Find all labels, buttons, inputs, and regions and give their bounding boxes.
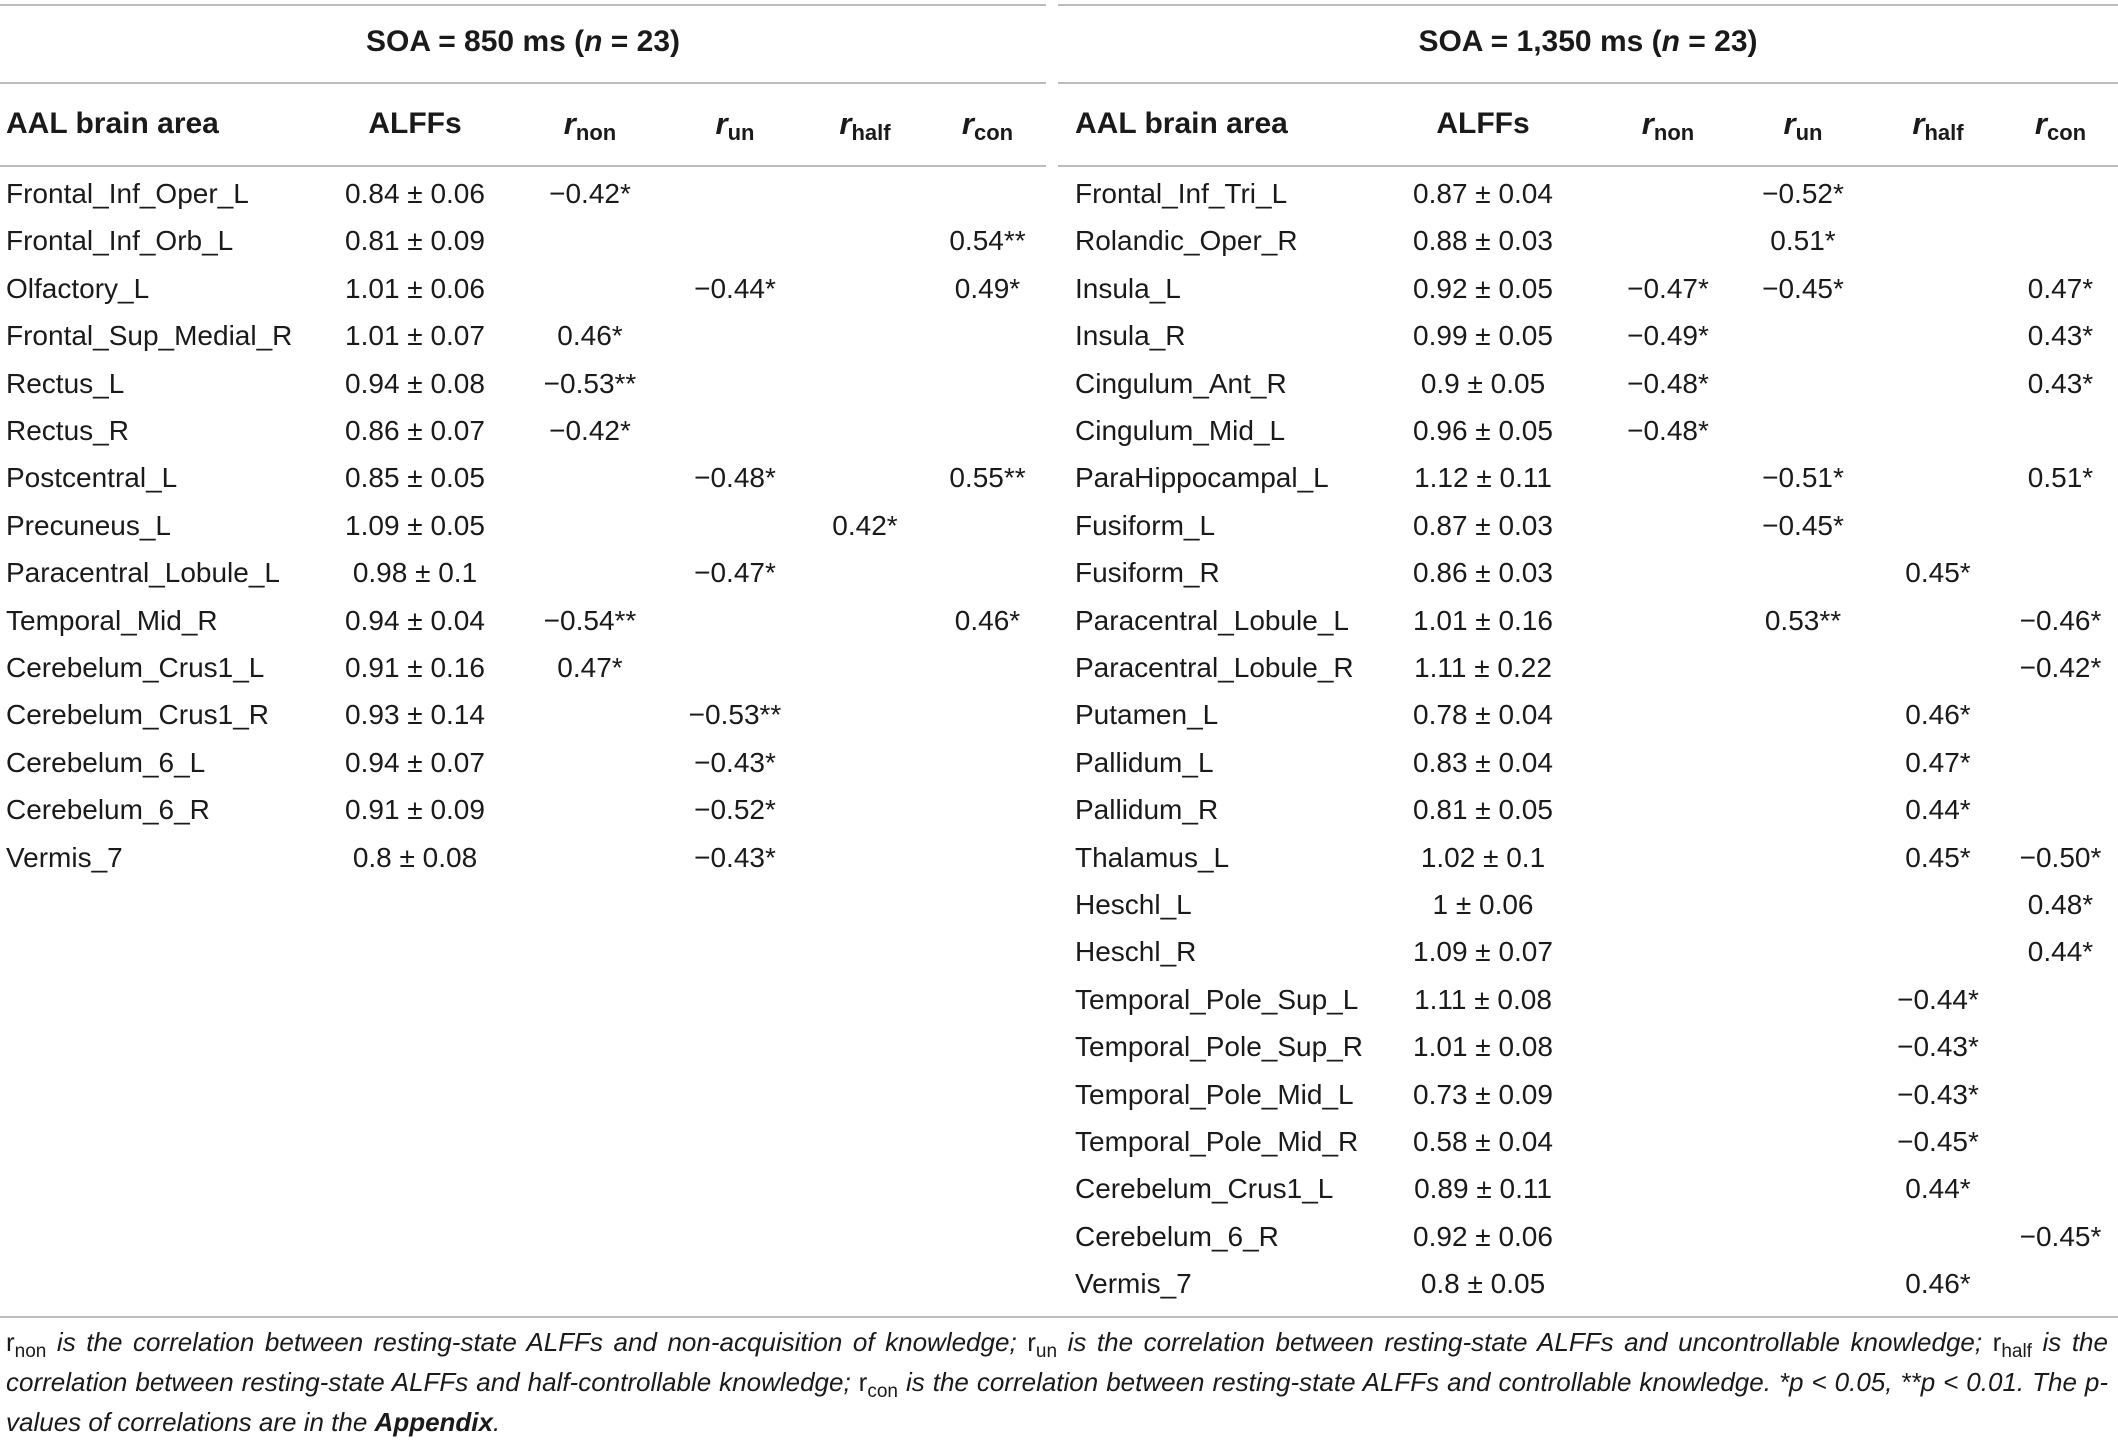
cell-area: Cerebelum_Crus1_L: [6, 652, 265, 683]
cell-r-con: −0.50*: [2019, 841, 2102, 873]
cell-r-con: 0.54**: [949, 225, 1026, 257]
cell-alffs: 1 ± 0.06: [1432, 889, 1534, 920]
cell-alffs: 0.81 ± 0.05: [1413, 794, 1553, 826]
cell-alffs: 1.01 ± 0.07: [345, 320, 485, 352]
cell-area: Olfactory_L: [6, 272, 150, 304]
table-row: [1058, 265, 2118, 312]
cell-r-un: −0.52*: [1762, 178, 1844, 209]
cell-area: Insula_L: [1075, 272, 1181, 304]
cell-area: Pallidum_R: [1075, 794, 1219, 826]
cell-alffs: 1.01 ± 0.08: [1413, 1031, 1553, 1063]
cell-alffs: 1.11 ± 0.22: [1414, 652, 1552, 683]
table-row: [0, 739, 1046, 786]
cell-alffs: 0.89 ± 0.11: [1414, 1173, 1552, 1205]
cell-area: Cingulum_Mid_L: [1075, 415, 1286, 446]
header-r-non: $r_{non}$: [563, 106, 617, 145]
table-row: [1058, 644, 2118, 691]
cell-alffs: 0.81 ± 0.09: [345, 225, 485, 257]
cell-r-non: −0.42*: [549, 178, 631, 209]
cell-r-half: −0.43*: [1897, 1078, 1979, 1110]
cell-alffs: 0.94 ± 0.07: [345, 746, 485, 778]
cell-area: Frontal_Inf_Oper_L: [6, 178, 249, 209]
header-r-half: $r_{half}$: [1912, 106, 1964, 145]
header-area: AAL brain area: [1075, 107, 1288, 140]
cell-area: Fusiform_L: [1075, 509, 1216, 541]
cell-r-un: −0.45*: [1762, 272, 1844, 304]
cell-alffs: 0.86 ± 0.03: [1413, 557, 1553, 589]
table-row: [1058, 1213, 2118, 1260]
header-r-half: $r_{half}$: [839, 106, 891, 145]
cell-r-half: 0.42*: [832, 509, 898, 541]
header-r-con: $r_{con}$: [2034, 106, 2087, 145]
cell-r-con: 0.46*: [954, 604, 1021, 636]
cell-r-non: −0.54**: [543, 604, 637, 636]
cell-r-con: 0.44*: [2027, 936, 2094, 968]
cell-area: Cerebelum_6_L: [6, 746, 206, 778]
cell-r-un: −0.45*: [1762, 509, 1844, 541]
cell-r-non: 0.47*: [557, 652, 623, 683]
table-row: [1058, 1260, 2118, 1307]
cell-r-con: 0.55**: [949, 462, 1026, 494]
cell-alffs: 0.92 ± 0.05: [1413, 272, 1553, 304]
cell-r-un: −0.43*: [694, 746, 776, 778]
header-r-un: $r_{un}$: [715, 106, 755, 145]
header-area: AAL brain area: [6, 107, 219, 140]
header-alffs: ALFFs: [1436, 107, 1530, 140]
cell-area: Vermis_7: [6, 841, 123, 873]
cell-alffs: 0.96 ± 0.05: [1413, 415, 1553, 446]
table-row: [1058, 549, 2118, 596]
cell-area: Cerebelum_6_R: [1075, 1220, 1279, 1252]
cell-area: Cerebelum_Crus1_R: [6, 699, 270, 731]
cell-r-non: −0.53**: [543, 367, 637, 399]
cell-area: Temporal_Pole_Mid_L: [1075, 1078, 1354, 1110]
cell-alffs: 0.58 ± 0.04: [1413, 1126, 1553, 1157]
cell-area: Pallidum_L: [1075, 746, 1214, 778]
cell-r-un: −0.51*: [1762, 462, 1844, 494]
cell-area: Temporal_Pole_Mid_R: [1075, 1126, 1359, 1157]
table-row: [0, 170, 1046, 217]
cell-r-un: −0.43*: [694, 841, 776, 873]
cell-area: Temporal_Mid_R: [6, 604, 218, 636]
bottom-rule: [0, 1316, 2118, 1318]
cell-alffs: 0.9 ± 0.05: [1420, 367, 1546, 399]
cell-alffs: 1.11 ± 0.08: [1414, 983, 1552, 1015]
header-rule: [0, 165, 1046, 167]
table-row: [1058, 928, 2118, 975]
table-row: [1058, 407, 2118, 454]
cell-area: Cingulum_Ant_R: [1075, 367, 1287, 399]
cell-alffs: 0.87 ± 0.04: [1413, 178, 1553, 209]
cell-r-con: 0.47*: [2027, 272, 2094, 304]
cell-alffs: 0.73 ± 0.09: [1413, 1078, 1553, 1110]
cell-r-half: 0.47*: [1905, 746, 1971, 778]
cell-alffs: 0.88 ± 0.03: [1413, 225, 1553, 257]
cell-area: Insula_R: [1075, 320, 1186, 352]
cell-alffs: 0.91 ± 0.16: [345, 652, 485, 683]
cell-alffs: 1.01 ± 0.06: [345, 272, 485, 304]
cell-alffs: 0.91 ± 0.09: [345, 794, 485, 826]
table-row: [1058, 691, 2118, 738]
table-row: [1058, 1118, 2118, 1165]
header-r-un: $r_{un}$: [1783, 106, 1823, 145]
table-row: [1058, 454, 2118, 501]
table-row: [0, 644, 1046, 691]
cell-r-con: 0.48*: [2027, 889, 2094, 920]
table-row: [1058, 786, 2118, 833]
group-title-soa-1350: SOA = 1,350 ms (n = 23): [1418, 25, 1758, 58]
cell-r-un: −0.48*: [694, 462, 776, 494]
table-row: [0, 691, 1046, 738]
cell-area: Putamen_L: [1075, 699, 1219, 731]
header-alffs: ALFFs: [368, 107, 462, 140]
table-row: [0, 454, 1046, 501]
cell-r-half: 0.45*: [1905, 557, 1971, 589]
cell-area: Heschl_L: [1075, 889, 1192, 920]
cell-r-half: 0.46*: [1905, 1268, 1971, 1300]
cell-area: Precuneus_L: [6, 509, 172, 541]
cell-r-con: −0.42*: [2019, 652, 2102, 683]
cell-area: Thalamus_L: [1075, 841, 1230, 873]
table-row: [0, 217, 1046, 264]
cell-r-half: −0.43*: [1897, 1031, 1979, 1063]
table-row: [1058, 1165, 2118, 1212]
cell-area: Temporal_Pole_Sup_R: [1075, 1031, 1363, 1063]
cell-r-con: 0.49*: [954, 272, 1021, 304]
cell-alffs: 0.94 ± 0.04: [345, 604, 485, 636]
cell-alffs: 0.8 ± 0.05: [1420, 1268, 1546, 1300]
cell-r-half: 0.46*: [1905, 699, 1971, 731]
table-row: [1058, 881, 2118, 928]
table-row: [1058, 502, 2118, 549]
table-row: [0, 786, 1046, 833]
table-row: [0, 312, 1046, 359]
table-row: [1058, 360, 2118, 407]
table-row: [1058, 1071, 2118, 1118]
cell-r-half: −0.45*: [1897, 1126, 1979, 1157]
cell-r-non: −0.42*: [549, 415, 631, 446]
cell-r-con: −0.45*: [2019, 1220, 2102, 1252]
table-footnote: $r_{non}$ is the correlation between resting-state ALFFs and non-acquisition of knowledge; $r_{un}$ is the correlation between resting-state ALFFs and uncontrollable knowledge; $r_{half}$ is the correlation between resting-state ALFFs and half-controllable knowledge; $r_{con}$ is the correlation between resting-state ALFFs and controllable knowledge. *p < 0.05, **p < 0.01. The p-values of correlations are in the Appendix.: [6, 1327, 2109, 1437]
cell-area: Paracentral_Lobule_L: [1075, 604, 1349, 636]
cell-area: Paracentral_Lobule_L: [6, 557, 280, 589]
cell-alffs: 1.09 ± 0.07: [1413, 936, 1553, 968]
cell-alffs: 0.8 ± 0.08: [352, 841, 478, 873]
table-row: [0, 360, 1046, 407]
cell-r-non: −0.48*: [1627, 367, 1709, 399]
cell-r-un: −0.44*: [694, 272, 776, 304]
cell-alffs: 1.09 ± 0.05: [345, 509, 485, 541]
cell-r-un: −0.53**: [688, 699, 782, 731]
cell-alffs: 0.87 ± 0.03: [1413, 509, 1553, 541]
table-row: [1058, 597, 2118, 644]
group-rule: [0, 82, 1046, 84]
table-row: [1058, 312, 2118, 359]
cell-area: Frontal_Inf_Orb_L: [6, 225, 234, 257]
cell-area: Temporal_Pole_Sup_L: [1075, 983, 1359, 1015]
cell-area: Fusiform_R: [1075, 557, 1220, 589]
cell-area: Vermis_7: [1075, 1268, 1192, 1300]
cell-r-un: 0.51*: [1770, 225, 1836, 257]
top-rule: [0, 4, 1046, 6]
table-row: [0, 265, 1046, 312]
cell-alffs: 0.93 ± 0.14: [345, 699, 485, 731]
table-row: [0, 597, 1046, 644]
header-row: [1058, 98, 2118, 154]
cell-area: Paracentral_Lobule_R: [1075, 652, 1354, 683]
cell-alffs: 0.98 ± 0.1: [352, 557, 478, 589]
cell-r-con: −0.46*: [2019, 604, 2102, 636]
cell-area: Rolandic_Oper_R: [1075, 225, 1298, 257]
cell-alffs: 0.85 ± 0.05: [345, 462, 485, 494]
cell-area: Frontal_Inf_Tri_L: [1075, 178, 1288, 209]
cell-r-half: 0.44*: [1905, 794, 1971, 826]
table-row: [1058, 217, 2118, 264]
cell-alffs: 1.02 ± 0.1: [1420, 841, 1546, 873]
cell-area: Heschl_R: [1075, 936, 1197, 968]
cell-alffs: 0.86 ± 0.07: [345, 415, 485, 446]
cell-area: ParaHippocampal_L: [1075, 462, 1329, 494]
cell-area: Rectus_R: [6, 415, 129, 446]
header-r-non: $r_{non}$: [1641, 106, 1695, 145]
cell-area: Frontal_Sup_Medial_R: [6, 320, 293, 352]
cell-alffs: 0.83 ± 0.04: [1413, 746, 1553, 778]
cell-r-non: −0.47*: [1627, 272, 1709, 304]
cell-r-non: 0.46*: [557, 320, 623, 352]
table-row: [1058, 1023, 2118, 1070]
cell-r-con: 0.43*: [2027, 367, 2094, 399]
group-title-soa-850: SOA = 850 ms (n = 23): [365, 25, 681, 58]
header-r-con: $r_{con}$: [961, 106, 1014, 145]
cell-r-non: −0.48*: [1627, 415, 1709, 446]
cell-alffs: 0.94 ± 0.08: [345, 367, 485, 399]
table-row: [0, 834, 1046, 881]
cell-alffs: 1.12 ± 0.11: [1414, 462, 1552, 494]
appendix-ref: Appendix: [374, 1407, 493, 1437]
cell-area: Cerebelum_Crus1_L: [1075, 1173, 1334, 1205]
table-row: [0, 407, 1046, 454]
cell-r-con: 0.43*: [2027, 320, 2094, 352]
cell-r-half: 0.45*: [1905, 841, 1971, 873]
cell-r-half: −0.44*: [1897, 983, 1979, 1015]
cell-alffs: 1.01 ± 0.16: [1413, 604, 1553, 636]
header-rule: [1058, 165, 2118, 167]
cell-area: Rectus_L: [6, 367, 125, 399]
cell-r-half: 0.44*: [1905, 1173, 1971, 1205]
table-row: [1058, 170, 2118, 217]
cell-r-un: −0.47*: [694, 557, 776, 589]
cell-area: Postcentral_L: [6, 462, 178, 494]
group-rule: [1058, 82, 2118, 84]
cell-alffs: 0.99 ± 0.05: [1413, 320, 1553, 352]
cell-alffs: 0.92 ± 0.06: [1413, 1220, 1553, 1252]
cell-alffs: 0.78 ± 0.04: [1413, 699, 1553, 731]
cell-r-un: −0.52*: [694, 794, 776, 826]
table-row: [1058, 834, 2118, 881]
cell-r-non: −0.49*: [1627, 320, 1709, 352]
cell-alffs: 0.84 ± 0.06: [345, 178, 485, 209]
header-row: [0, 98, 1046, 154]
cell-r-con: 0.51*: [2027, 462, 2094, 494]
cell-r-un: 0.53**: [1764, 604, 1842, 636]
table-row: [1058, 739, 2118, 786]
top-rule: [1058, 4, 2118, 6]
table-row: [1058, 976, 2118, 1023]
table-row: [0, 502, 1046, 549]
cell-area: Cerebelum_6_R: [6, 794, 210, 826]
table-row: [0, 549, 1046, 596]
